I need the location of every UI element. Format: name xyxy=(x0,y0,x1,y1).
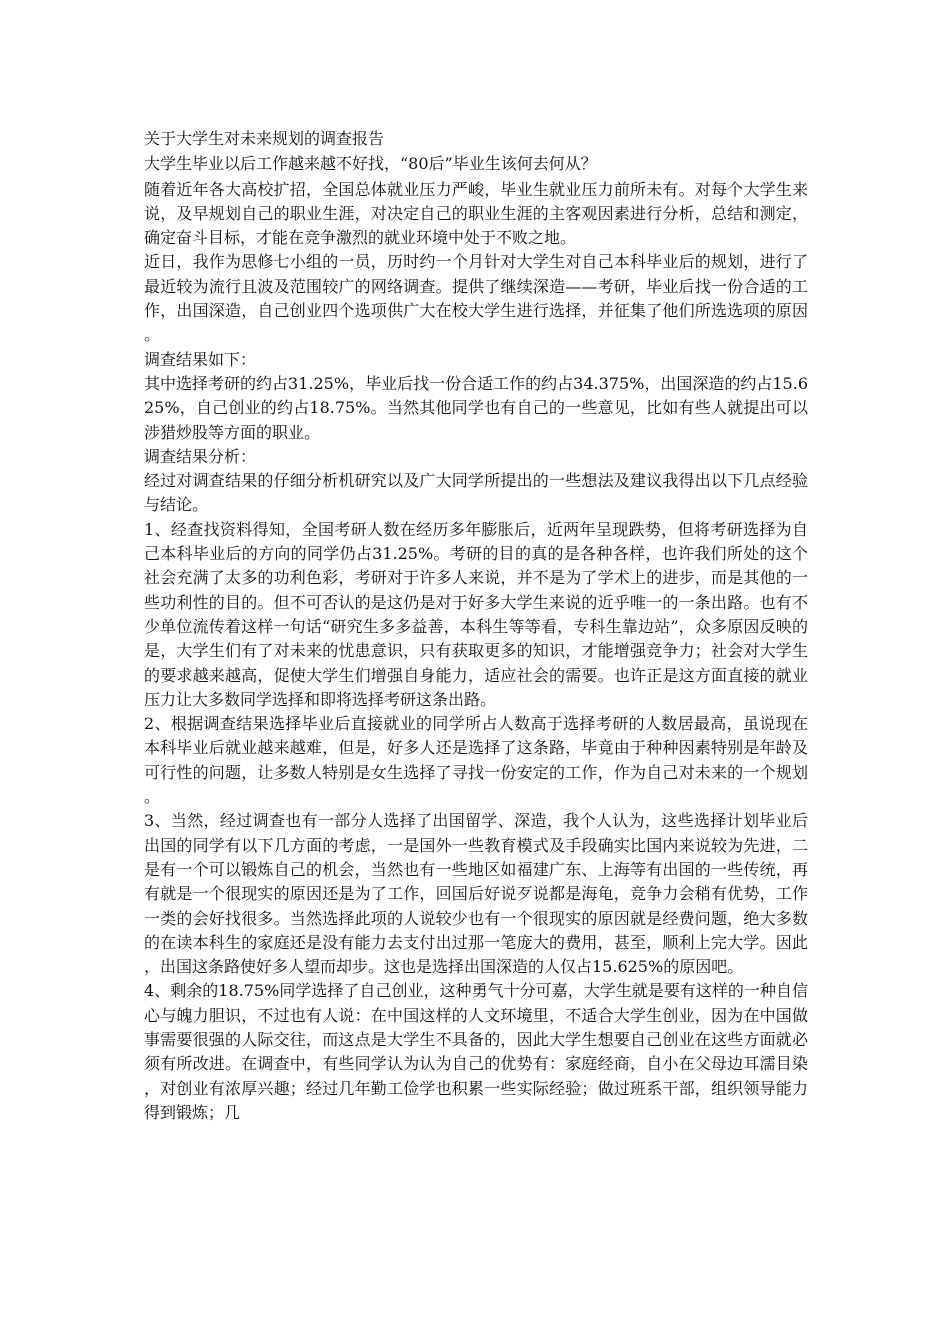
heading-survey-results: 调查结果如下： xyxy=(144,349,257,369)
paragraph-survey-method: 近日，我作为思修七小组的一员，历时约一个月针对大学生对自己本科毕业后的规划，进行了最近较为流行且波及范围较广的网络调查。提供了继续深造——考研，毕业后找一份合适的工作，出国深造，自己创业四个选项供广大在校大学生进行选择，并征集了他们所选选项的原因。 xyxy=(144,252,808,345)
paragraph-survey-results: 其中选择考研的约占31.25%，毕业后找一份合适工作的约占34.375%，出国深造的约占15.625%，自己创业的约占18.75%。当然其他同学也有自己的一些意见，比如有些人就提出可以涉猎炒股等方面的职业。 xyxy=(144,373,808,442)
paragraph-analysis-intro: 经过对调查结果的仔细分析机研究以及广大同学所提出的一些想法及建议我得出以下几点经验与结论。 xyxy=(144,471,808,515)
report-body xyxy=(144,127,808,1125)
heading-results-analysis: 调查结果分析： xyxy=(144,446,257,466)
report-subtitle: 大学生毕业以后工作越来越不好找，“80后”毕业生该何去何从？ xyxy=(144,154,597,174)
paragraph-point-1: 1、经查找资料得知，全国考研人数在经历多年膨胀后，近两年呈现跌势，但将考研选择为自己本科毕业后的方向的同学仍占31.25%。考研的目的真的是各种各样，也许我们所处的这个社会充满了太多的功利色彩，考研对于许多人来说，并不是为了学术上的进步，而是其他的一些功利性的目的。但不可否认的是这仍是对于好多大学生来说的近乎唯一的一条出路。也有不少单位流传着这样一句话“研究生多多益善，本科生等等看，专科生靠边站”，众多原因反映的是，大学生们有了对未来的忧患意识，只有获取更多的知识，才能增强竞争力；社会对大学生的要求越来越高，促使大学生们增强自身能力，适应社会的需要。也许正是这方面直接的就业压力让大多数同学选择和即将选择考研这条出路。 xyxy=(144,519,808,709)
paragraph-point-2: 2、根据调查结果选择毕业后直接就业的同学所占人数高于选择考研的人数居最高，虽说现在本科毕业后就业越来越难，但是，好多人还是选择了这条路，毕竟由于种种因素特别是年龄及可行性的问题，让多数人特别是女生选择了寻找一份安定的工作，作为自己对未来的一个规划。 xyxy=(144,714,808,807)
paragraph-point-3: 3、当然，经过调查也有一部分人选择了出国留学、深造，我个人认为，这些选择计划毕业后出国的同学有以下几方面的考虑，一是国外一些教育模式及手段确实比国内来说较为先进，二是有一个可以锻炼自己的机会，当然也有一些地区如福建广东、上海等有出国的一些传统，再有就是一个很现实的原因还是为了工作，回国后好说歹说都是海龟，竞争力会稍有优势，工作一类的会好找很多。当然选择此项的人说较少也有一个很现实的原因就是经费问题，绝大多数的在读本科生的家庭还是没有能力去支付出过那一笔庞大的费用，甚至，顺利上完大学。因此，出国这条路使好多人望而却步。这也是选择出国深造的人仅占15.625%的原因吧。 xyxy=(144,811,808,977)
paragraph-point-4: 4、剩余的18.75%同学选择了自己创业，这种勇气十分可嘉，大学生就是要有这样的一种自信心与魄力胆识，不过也有人说：在中国这样的人文环境里，不适合大学生创业，因为在中国做事需要很强的人际交往，而这点是大学生不具备的，因此大学生想要自己创业在这些方面就必须有所改进。在调查中，有些同学认为认为自己的优势有：家庭经商，自小在父母边耳濡目染，对创业有浓厚兴趣；经过几年勤工俭学也积累一些实际经验；做过班系干部，组织领导能力得到锻炼；几 xyxy=(144,981,808,1122)
paragraph-intro: 随着近年各大高校扩招，全国总体就业压力严峻，毕业生就业压力前所未有。对每个大学生来说，及早规划自己的职业生涯，对决定自己的职业生涯的主客观因素进行分析，总结和测定，确定奋斗目标，才能在竞争激烈的就业环境中处于不败之地。 xyxy=(144,179,808,248)
report-title: 关于大学生对未来规划的调查报告 xyxy=(144,129,385,148)
